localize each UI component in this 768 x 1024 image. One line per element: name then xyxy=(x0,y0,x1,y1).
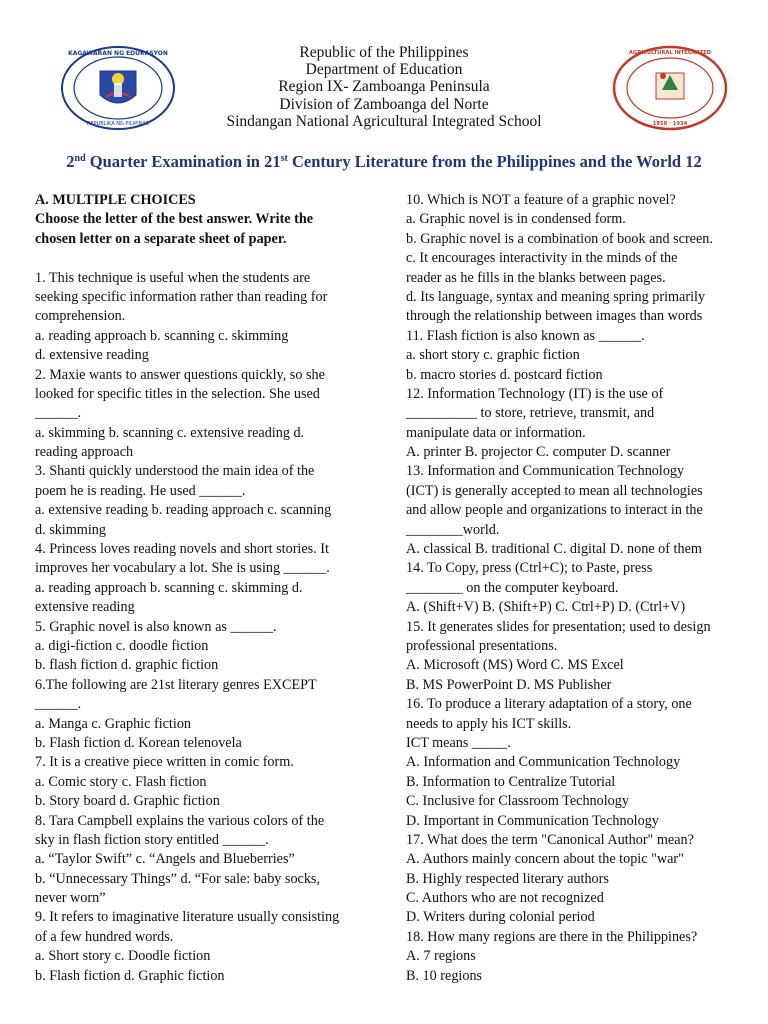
text-line: poem he is reading. He used ______. xyxy=(35,482,246,499)
text-line: b. Graphic novel is a combination of book and screen. xyxy=(406,230,713,247)
text-line: a. reading approach b. scanning c. skimming xyxy=(35,327,289,344)
text-line: reader as he fills in the blanks between pages. xyxy=(406,269,666,286)
text-line: D. Writers during colonial period xyxy=(406,909,595,926)
text-line: 13. Information and Communication Technology xyxy=(406,463,685,480)
text-line: chosen letter on a separate sheet of paper. xyxy=(35,230,287,247)
text-line: a. Graphic novel is in condensed form. xyxy=(406,211,626,228)
text-line: d. extensive reading xyxy=(35,347,149,364)
text-line: b. Flash fiction d. Graphic fiction xyxy=(35,967,225,984)
title-sup-1: nd xyxy=(74,153,86,164)
text-line: 11. Flash fiction is also known as ______. xyxy=(406,327,645,344)
text-line: 3. Shanti quickly understood the main idea of the xyxy=(35,463,315,480)
text-line: 2. Maxie wants to answer questions quickly, so she xyxy=(35,366,325,383)
text-line: of a few hundred words. xyxy=(35,928,174,945)
blank-line xyxy=(35,249,375,268)
text-line: ______. xyxy=(35,405,82,422)
text-line: A. classical B. traditional C. digital D. none of them xyxy=(406,541,702,558)
text-line: reading approach xyxy=(35,444,134,461)
text-line: A. Information and Communication Technology xyxy=(406,754,681,771)
header-line-republic: Republic of the Philippines xyxy=(299,44,469,61)
title-sup-2: st xyxy=(280,153,288,164)
text-line: a. Manga c. Graphic fiction xyxy=(35,715,192,732)
text-line: b. Flash fiction d. Korean telenovela xyxy=(35,734,242,751)
text-line: ______. xyxy=(35,696,82,713)
text-line: 12. Information Technology (IT) is the use of xyxy=(406,385,664,402)
text-line: a. Comic story c. Flash fiction xyxy=(35,773,207,790)
text-line: a. digi-fiction c. doodle fiction xyxy=(35,637,209,654)
text-line: 10. Which is NOT a feature of a graphic novel? xyxy=(406,192,676,208)
text-line: (ICT) is generally accepted to mean all technologies xyxy=(406,482,703,499)
text-line: 1. This technique is useful when the students are xyxy=(35,269,311,286)
text-line: 8. Tara Campbell explains the various colors of the xyxy=(35,812,325,829)
right-column xyxy=(406,191,746,986)
text-line: ________world. xyxy=(406,521,500,538)
text-line: A. Authors mainly concern about the topic "war" xyxy=(406,851,684,868)
text-line: 18. How many regions are there in the Philippines? xyxy=(406,928,698,945)
text-line: 9. It refers to imaginative literature usually consisting xyxy=(35,909,340,926)
text-line: 4. Princess loves reading novels and short stories. It xyxy=(35,541,329,558)
text-line: A. (Shift+V) B. (Shift+P) C. Ctrl+P) D. (Ctrl+V) xyxy=(406,599,686,616)
text-line: looked for specific titles in the selection. She used xyxy=(35,385,320,402)
text-line: A. printer B. projector C. computer D. scanner xyxy=(406,444,671,461)
text-line: A. MULTIPLE CHOICES xyxy=(35,192,196,208)
text-line: A. Microsoft (MS) Word C. MS Excel xyxy=(406,657,624,674)
title-part-3: Century Literature from the Philippines and the World 12 xyxy=(287,152,702,171)
text-line: a. skimming b. scanning c. extensive reading d. xyxy=(35,424,305,441)
text-line: 16. To produce a literary adaptation of a story, one xyxy=(406,696,692,713)
text-line: C. Inclusive for Classroom Technology xyxy=(406,793,629,810)
text-line: B. 10 regions xyxy=(406,967,483,984)
text-line: a. short story c. graphic fiction xyxy=(406,347,580,364)
text-line: 15. It generates slides for presentation; used to design xyxy=(406,618,711,635)
text-line: and allow people and organizations to interact in the xyxy=(406,502,703,519)
header-line-school: Sindangan National Agricultural Integrated School xyxy=(226,112,542,130)
text-line: 14. To Copy, press (Ctrl+C); to Paste, press xyxy=(406,560,653,577)
svg-text:KAGAWARAN NG EDUKASYON: KAGAWARAN NG EDUKASYON xyxy=(68,50,168,57)
text-line: b. “Unnecessary Things” d. “For sale: baby socks, xyxy=(35,870,320,887)
title-part-1: 2 xyxy=(66,152,75,171)
text-line: 6.The following are 21st literary genres EXCEPT xyxy=(35,676,317,693)
exam-title xyxy=(0,152,768,172)
svg-text:1958 · 1934: 1958 · 1934 xyxy=(652,121,688,127)
text-line: 5. Graphic novel is also known as ______. xyxy=(35,618,277,635)
text-line: b. Story board d. Graphic fiction xyxy=(35,793,220,810)
text-line: needs to apply his ICT skills. xyxy=(406,715,572,732)
text-line: a. Short story c. Doodle fiction xyxy=(35,948,211,965)
text-line: a. extensive reading b. reading approach c. scanning xyxy=(35,502,332,519)
text-line: a. reading approach b. scanning c. skimming d. xyxy=(35,579,303,596)
text-line: improves her vocabulary a lot. She is using ______. xyxy=(35,560,330,577)
title-part-2: Quarter Examination in 21 xyxy=(85,152,281,171)
svg-text:REPUBLIKA NG PILIPINAS: REPUBLIKA NG PILIPINAS xyxy=(87,121,149,127)
text-line: B. MS PowerPoint D. MS Publisher xyxy=(406,676,612,693)
document-header xyxy=(0,44,768,130)
text-line: B. Information to Centralize Tutorial xyxy=(406,773,616,790)
text-line: ICT means _____. xyxy=(406,734,511,751)
text-line: b. macro stories d. postcard fiction xyxy=(406,366,603,383)
header-line-division: Division of Zamboanga del Norte xyxy=(279,95,489,113)
text-line: d. skimming xyxy=(35,521,106,538)
text-line: ________ on the computer keyboard. xyxy=(406,579,619,596)
header-line-region: Region IX- Zamboanga Peninsula xyxy=(278,78,490,96)
text-line: 7. It is a creative piece written in comic form. xyxy=(35,754,294,771)
left-column xyxy=(35,191,375,986)
text-line: never worn” xyxy=(35,890,106,907)
text-line: Choose the letter of the best answer. Write the xyxy=(35,211,314,228)
svg-text:AGRICULTURAL INTEGRATED: AGRICULTURAL INTEGRATED xyxy=(628,50,712,56)
text-line: a. “Taylor Swift” c. “Angels and Blueberries” xyxy=(35,851,295,868)
text-line: through the relationship between images than words xyxy=(406,308,703,325)
text-line: comprehension. xyxy=(35,308,126,325)
text-line: d. Its language, syntax and meaning spring primarily xyxy=(406,288,706,305)
text-line: B. Highly respected literary authors xyxy=(406,870,609,887)
text-line: __________ to store, retrieve, transmit, and xyxy=(406,405,655,422)
text-line: manipulate data or information. xyxy=(406,424,586,441)
text-line: A. 7 regions xyxy=(406,948,476,965)
header-line-department: Department of Education xyxy=(305,61,463,79)
text-line: D. Important in Communication Technology xyxy=(406,812,659,829)
text-line: 17. What does the term "Canonical Author" mean? xyxy=(406,831,694,848)
text-line: c. It encourages interactivity in the minds of the xyxy=(406,250,678,267)
text-line: b. flash fiction d. graphic fiction xyxy=(35,657,219,674)
text-line: sky in flash fiction story entitled ______. xyxy=(35,831,269,848)
text-line: extensive reading xyxy=(35,599,135,616)
text-line: C. Authors who are not recognized xyxy=(406,890,604,907)
text-line: seeking specific information rather than reading for xyxy=(35,288,328,305)
text-line: professional presentations. xyxy=(406,637,558,654)
